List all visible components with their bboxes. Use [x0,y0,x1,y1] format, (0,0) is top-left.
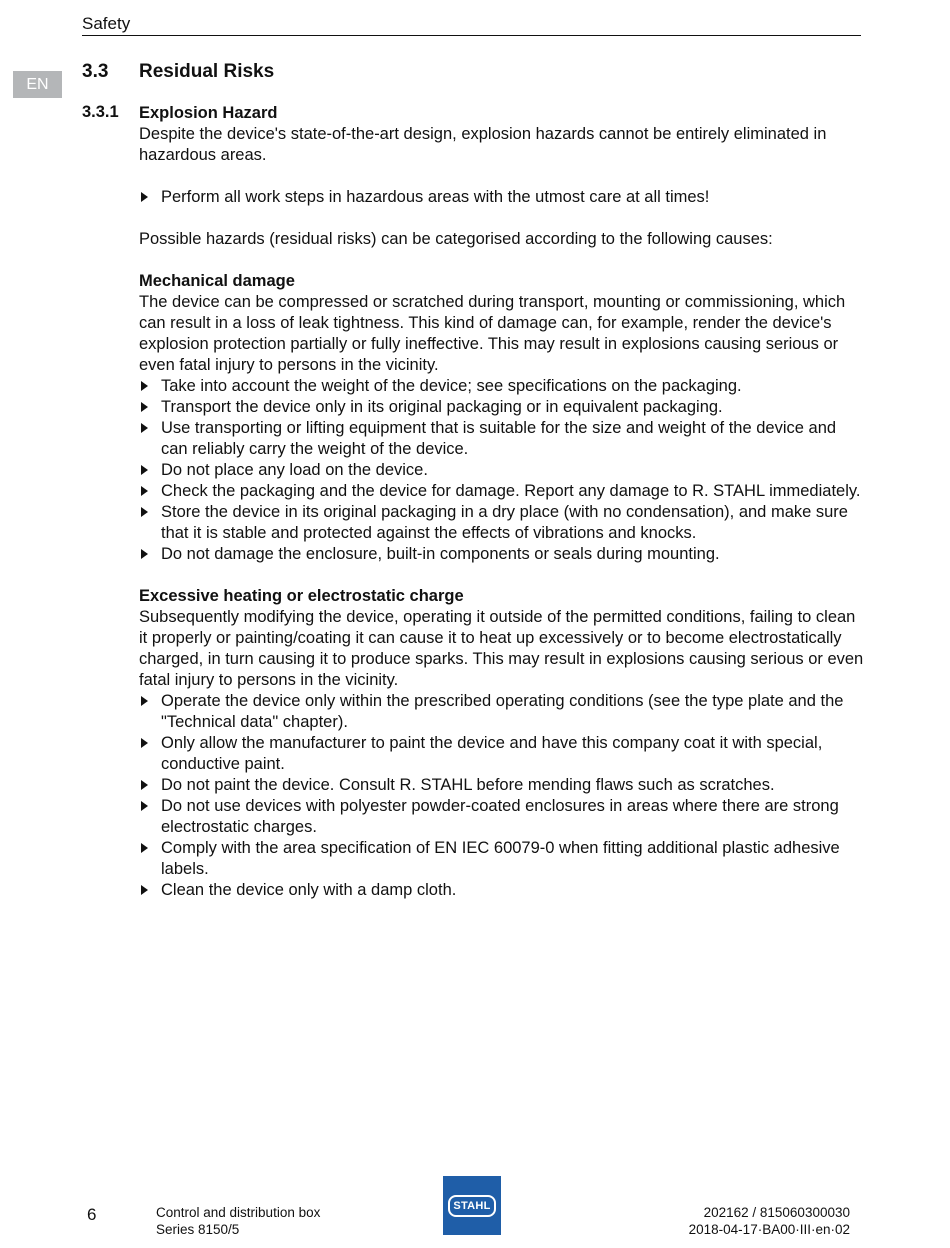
list-item: Store the device in its original packaging in a dry place (with no condensation), and make sure that it is stable and protected against the effects of vibrations and knocks. [139,502,864,544]
list-item: Use transporting or lifting equipment that is suitable for the size and weight of the device and can reliably carry the weight of the device. [139,418,864,460]
mechanical-damage-paragraph: The device can be compressed or scratched during transport, mounting or commissioning, which can result in a loss of leak tightness. This kind of damage can, for example, render the device's explosion protection partially or fully ineffective. This may result in explosions causing serious or even fatal injury to persons in the vicinity. [139,293,846,374]
list-item: Perform all work steps in hazardous areas with the utmost care at all times! [139,187,864,208]
subsection-title: Explosion Hazard [139,104,278,122]
language-tab: EN [13,71,62,98]
list-item: Do not damage the enclosure, built-in components or seals during mounting. [139,544,864,565]
document-revision: 2018-04-17·BA00·III·en·02 [688,1222,850,1237]
product-series: Series 8150/5 [156,1222,240,1237]
mechanical-damage-list [139,376,864,565]
heating-list [139,691,864,901]
logo-text: STAHL [448,1195,496,1217]
main-content [139,103,864,901]
list-item: Only allow the manufacturer to paint the device and have this company coat it with special, conductive paint. [139,733,864,775]
intro-paragraph: Despite the device's state-of-the-art design, explosion hazards cannot be entirely eliminated in hazardous areas. [139,125,827,164]
main-instruction-list [139,187,864,208]
mechanical-damage-heading: Mechanical damage [139,272,295,290]
list-item: Clean the device only with a damp cloth. [139,880,864,901]
section-number: 3.3 [82,61,109,82]
list-item: Transport the device only in its original packaging or in equivalent packaging. [139,397,864,418]
heating-paragraph: Subsequently modifying the device, operating it outside of the permitted conditions, failing to clean it properly or painting/coating it can cause it to heat up excessively or to become electrostatically charged, in turn causing it to produce sparks. This may result in explosions causing serious or even fatal injury to persons in the vicinity. [139,608,864,689]
document-number: 202162 / 815060300030 [703,1205,850,1220]
header-divider [82,35,861,36]
list-item: Take into account the weight of the device; see specifications on the packaging. [139,376,864,397]
page-number: 6 [87,1205,97,1224]
product-info [156,1204,320,1238]
heating-heading: Excessive heating or electrostatic charge [139,587,464,605]
list-item: Do not paint the device. Consult R. STAHL before mending flaws such as scratches. [139,775,864,796]
possible-hazards-paragraph: Possible hazards (residual risks) can be categorised according to the following causes: [139,230,773,248]
stahl-logo [443,1176,501,1235]
list-item: Operate the device only within the prescribed operating conditions (see the type plate and the "Technical data" chapter). [139,691,864,733]
subsection-number: 3.3.1 [82,103,119,121]
product-name: Control and distribution box [156,1205,321,1220]
list-item: Do not use devices with polyester powder-coated enclosures in areas where there are strong electrostatic charges. [139,796,864,838]
list-item: Check the packaging and the device for damage. Report any damage to R. STAHL immediately. [139,481,864,502]
list-item: Do not place any load on the device. [139,460,864,481]
section-title: Residual Risks [139,61,275,82]
list-item: Comply with the area specification of EN IEC 60079-0 when fitting additional plastic adhesive labels. [139,838,864,880]
document-info [689,1204,850,1238]
page-header-title: Safety [82,14,131,33]
